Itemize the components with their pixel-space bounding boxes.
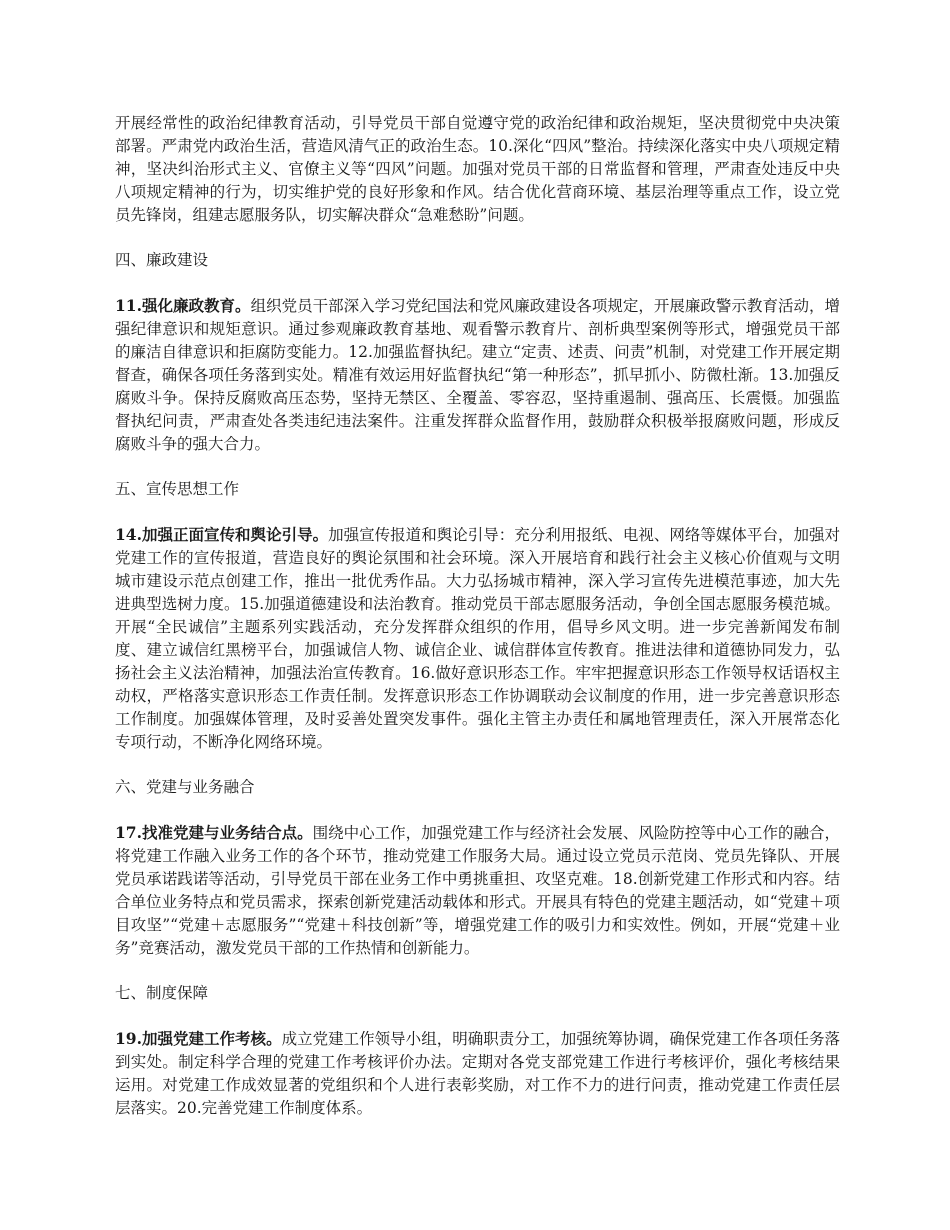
paragraph-2-lead: 11.强化廉政教育。 [115,296,251,315]
section-heading-6: 六、党建与业务融合 [115,778,255,796]
document-page [115,112,840,1142]
paragraph-3-lead: 14.加强正面宣传和舆论引导。 [115,525,329,544]
paragraph-3 [115,523,840,754]
section-heading-5: 五、宣传思想工作 [115,480,240,498]
paragraph-1: 开展经常性的政治纪律教育活动，引导党员干部自觉遵守党的政治纪律和政治规矩，坚决贯彻党中央决策部署。严肃党内政治生活，营造风清气正的政治生态。10.深化“四风”整治。持续深化落实中央八项规定精神，坚决纠治形式主义、官僚主义等“四风”问题。加强对党员干部的日常监督和管理，严肃查处违反中央八项规定精神的行为，切实维护党的良好形象和作风。结合优化营商环境、基层治理等重点工作，设立党员先锋岗，组建志愿服务队，切实解决群众“急难愁盼”问题。 [115,114,840,224]
section-heading-7: 七、制度保障 [115,984,209,1002]
paragraph-5-body: 成立党建工作领导小组，明确职责分工，加强统筹协调，确保党建工作各项任务落到实处。制定科学合理的党建工作考核评价办法。定期对各党支部党建工作进行考核评价，强化考核结果运用。对党建工作成效显著的党组织和个人进行表彰奖励，对工作不力的进行问责，推动党建工作责任层层落实。20.完善党建工作制度体系。 [115,1030,840,1117]
paragraph-2-body: 组织党员干部深入学习党纪国法和党风廉政建设各项规定，开展廉政警示教育活动，增强纪律意识和规矩意识。通过参观廉政教育基地、观看警示教育片、剖析典型案例等形式，增强党员干部的廉洁自律意识和拒腐防变能力。12.加强监督执纪。建立“定责、述责、问责”机制，对党建工作开展定期督查，确保各项任务落到实处。精准有效运用好监督执纪“第一种形态”，抓早抓小、防微杜渐。13.加强反腐败斗争。保持反腐败高压态势，坚持无禁区、全覆盖、零容忍，坚持重遏制、强高压、长震慑。加强监督执纪问责，严肃查处各类违纪违法案件。注重发挥群众监督作用，鼓励群众积极举报腐败问题，形成反腐败斗争的强大合力。 [115,297,840,453]
paragraph-5-lead: 19.加强党建工作考核。 [115,1029,282,1048]
paragraph-4 [115,821,840,960]
paragraph-3-body: 加强宣传报道和舆论引导：充分利用报纸、电视、网络等媒体平台，加强对党建工作的宣传报道，营造良好的舆论氛围和社会环境。深入开展培育和践行社会主义核心价值观与文明城市建设示范点创建工作，推出一批优秀作品。大力弘扬城市精神，深入学习宣传先进模范事迹，加大先进典型选树力度。15.加强道德建设和法治教育。推动党员干部志愿服务活动，争创全国志愿服务模范城。开展“全民诚信”主题系列实践活动，充分发挥群众组织的作用，倡导乡风文明。进一步完善新闻发布制度、建立诚信红黑榜平台，加强诚信人物、诚信企业、诚信群体宣传教育。推进法律和道德协同发力，弘扬社会主义法治精神，加强法治宣传教育。16.做好意识形态工作。牢牢把握意识形态工作领导权话语权主动权，严格落实意识形态工作责任制。发挥意识形态工作协调联动会议制度的作用，进一步完善意识形态工作制度。加强媒体管理，及时妥善处置突发事件。强化主管主办责任和属地管理责任，深入开展常态化专项行动，不断净化网络环境。 [115,526,840,751]
paragraph-2 [115,294,840,456]
paragraph-4-lead: 17.找准党建与业务结合点。 [115,823,313,842]
section-heading-4: 四、廉政建设 [115,251,209,269]
paragraph-4-body: 围绕中心工作，加强党建工作与经济社会发展、风险防控等中心工作的融合，将党建工作融入业务工作的各个环节，推动党建工作服务大局。通过设立党员示范岗、党员先锋队、开展党员承诺践诺等活动，引导党员干部在业务工作中勇挑重担、攻坚克难。18.创新党建工作形式和内容。结合单位业务特点和党员需求，探索创新党建活动载体和形式。开展具有特色的党建主题活动，如“党建＋项目攻坚”“党建＋志愿服务”“党建＋科技创新”等，增强党建工作的吸引力和实效性。例如，开展“党建＋业务”竞赛活动，激发党员干部的工作热情和创新能力。 [115,824,840,957]
paragraph-5 [115,1027,840,1120]
